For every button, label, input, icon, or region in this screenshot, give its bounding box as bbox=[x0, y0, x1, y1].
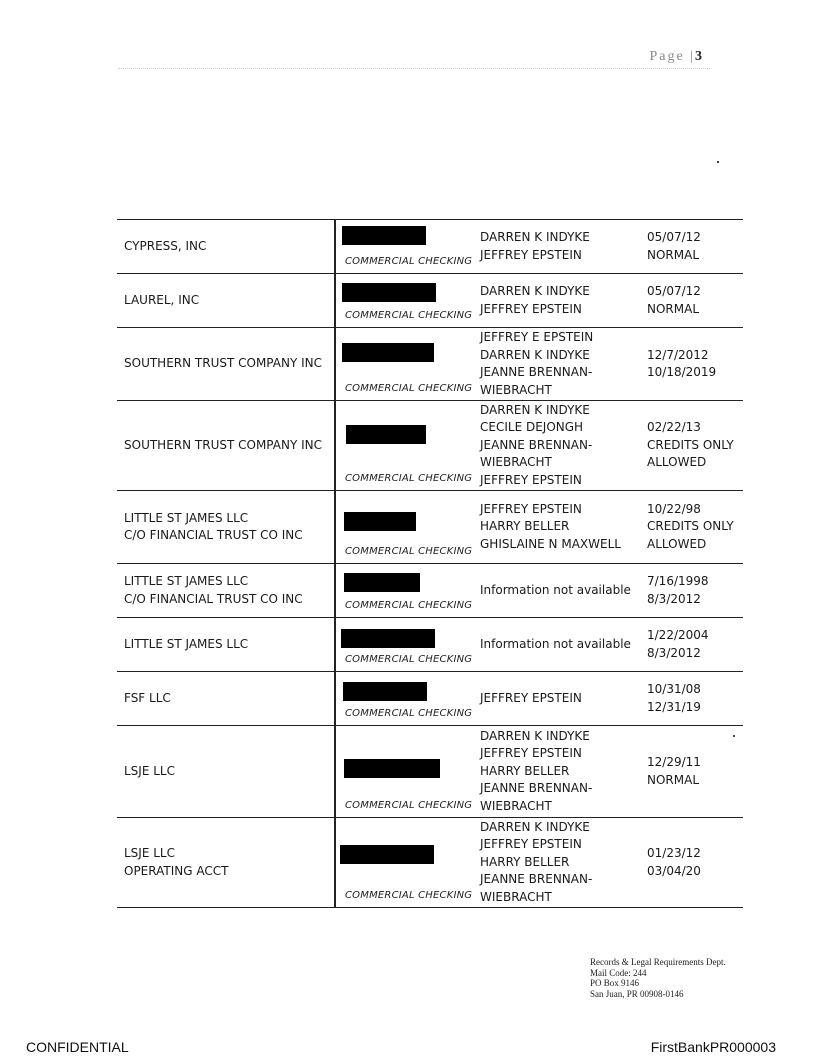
account-name: SOUTHERN TRUST COMPANY INC bbox=[124, 356, 322, 371]
status-cell bbox=[645, 726, 743, 818]
signer-name: DARREN K INDYKE bbox=[480, 728, 590, 743]
account-type: COMMERCIAL CHECKING bbox=[345, 599, 473, 611]
table-row bbox=[117, 401, 743, 491]
account-type: COMMERCIAL CHECKING bbox=[345, 309, 473, 321]
signers-cell bbox=[472, 401, 645, 491]
table-row bbox=[117, 220, 743, 274]
status-line: NORMAL bbox=[647, 301, 700, 316]
account-number-cell bbox=[335, 726, 472, 818]
account-name: C/O FINANCIAL TRUST CO INC bbox=[124, 591, 303, 606]
account-name-cell bbox=[117, 401, 335, 491]
signer-name: WIEBRACHT bbox=[480, 455, 552, 470]
account-type: COMMERCIAL CHECKING bbox=[345, 545, 473, 557]
signer-name: WIEBRACHT bbox=[480, 889, 552, 904]
status-line: NORMAL bbox=[647, 247, 700, 262]
account-number-cell bbox=[335, 672, 472, 726]
account-name: LSJE LLC bbox=[124, 763, 175, 778]
account-name-cell bbox=[117, 491, 335, 564]
signer-name: HARRY BELLER bbox=[480, 519, 570, 534]
signer-name: JEANNE BRENNAN- bbox=[480, 437, 593, 452]
signers-cell bbox=[472, 726, 645, 818]
status-line: 10/31/08 bbox=[647, 682, 701, 696]
confidential-label: CONFIDENTIAL bbox=[26, 1039, 129, 1055]
address-city: San Juan, PR 00908-0146 bbox=[590, 988, 684, 999]
address-block bbox=[590, 957, 726, 999]
status-line: 02/22/13 bbox=[647, 420, 701, 435]
account-number-cell bbox=[335, 491, 472, 564]
signer-name: DARREN K INDYKE bbox=[480, 819, 590, 834]
status-line: 10/22/98 bbox=[647, 501, 701, 516]
signer-name: JEANNE BRENNAN- bbox=[480, 365, 593, 379]
account-number-cell bbox=[335, 618, 472, 672]
status-line: 05/07/12 bbox=[647, 230, 701, 244]
signers-cell bbox=[472, 491, 645, 564]
status-line: 12/31/19 bbox=[647, 699, 701, 714]
status-cell bbox=[645, 564, 743, 618]
account-name: CYPRESS, INC bbox=[124, 238, 207, 253]
redacted-account-number bbox=[342, 343, 434, 362]
account-name: LITTLE ST JAMES LLC bbox=[124, 636, 249, 651]
address-po-box: PO Box 9146 bbox=[590, 978, 640, 988]
account-name: LSJE LLC bbox=[124, 846, 175, 860]
signer-name: DARREN K INDYKE bbox=[480, 402, 590, 417]
accounts-table-body bbox=[117, 220, 743, 908]
signers-cell bbox=[472, 274, 645, 328]
signers-cell bbox=[472, 328, 645, 401]
account-name-cell bbox=[117, 328, 335, 401]
status-line: NORMAL bbox=[647, 772, 700, 787]
signer-name: JEFFREY EPSTEIN bbox=[480, 837, 582, 852]
status-line: CREDITS ONLY bbox=[647, 519, 734, 534]
table-row bbox=[117, 564, 743, 618]
redacted-account-number bbox=[340, 845, 434, 864]
status-cell bbox=[645, 618, 743, 672]
page-header bbox=[118, 48, 710, 69]
table-row bbox=[117, 818, 743, 908]
signer-name: WIEBRACHT bbox=[480, 798, 552, 813]
status-line: 8/3/2012 bbox=[647, 591, 701, 606]
signer-name: JEFFREY EPSTEIN bbox=[480, 690, 582, 705]
account-type: COMMERCIAL CHECKING bbox=[345, 382, 473, 394]
table-row bbox=[117, 672, 743, 726]
page-label: Page | bbox=[649, 49, 695, 64]
account-name: C/O FINANCIAL TRUST CO INC bbox=[124, 528, 303, 542]
account-name-cell bbox=[117, 274, 335, 328]
signer-name: HARRY BELLER bbox=[480, 763, 570, 778]
redacted-account-number bbox=[342, 226, 426, 245]
signer-name: DARREN K INDYKE bbox=[480, 284, 590, 298]
status-line: 01/23/12 bbox=[647, 846, 701, 860]
signers-cell bbox=[472, 618, 645, 672]
account-name-cell bbox=[117, 220, 335, 274]
signer-name: DARREN K INDYKE bbox=[480, 230, 590, 244]
signer-name: JEFFREY E EPSTEIN bbox=[480, 330, 594, 344]
status-line: 10/18/2019 bbox=[647, 365, 717, 379]
redacted-account-number bbox=[344, 512, 416, 531]
status-line: 7/16/1998 bbox=[647, 574, 709, 588]
account-name-cell bbox=[117, 818, 335, 908]
account-number-cell bbox=[335, 220, 472, 274]
status-line: 03/04/20 bbox=[647, 863, 701, 878]
account-number-cell bbox=[335, 401, 472, 491]
signers-cell bbox=[472, 818, 645, 908]
account-name: LITTLE ST JAMES LLC bbox=[124, 510, 249, 525]
account-name-cell bbox=[117, 726, 335, 818]
table-row bbox=[117, 328, 743, 401]
signer-name: JEFFREY EPSTEIN bbox=[480, 472, 582, 487]
redacted-account-number bbox=[346, 425, 426, 444]
account-name: LAUREL, INC bbox=[124, 292, 200, 307]
status-line: 8/3/2012 bbox=[647, 645, 701, 660]
signer-name: Information not available bbox=[480, 582, 631, 597]
signer-name: JEFFREY EPSTEIN bbox=[480, 247, 582, 262]
account-number-cell bbox=[335, 274, 472, 328]
account-type: COMMERCIAL CHECKING bbox=[345, 799, 473, 811]
account-type: COMMERCIAL CHECKING bbox=[345, 472, 473, 484]
table-row bbox=[117, 274, 743, 328]
signers-cell bbox=[472, 672, 645, 726]
account-name: LITTLE ST JAMES LLC bbox=[124, 574, 249, 588]
redacted-account-number bbox=[341, 629, 435, 648]
table-row bbox=[117, 618, 743, 672]
account-number-cell bbox=[335, 818, 472, 908]
signer-name: Information not available bbox=[480, 636, 631, 651]
signer-name: JEFFREY EPSTEIN bbox=[480, 501, 582, 516]
redacted-account-number bbox=[343, 682, 427, 701]
status-line: CREDITS ONLY bbox=[647, 437, 734, 452]
signer-name: HARRY BELLER bbox=[480, 854, 570, 869]
page-number-value: 3 bbox=[695, 49, 702, 64]
signer-name: WIEBRACHT bbox=[480, 382, 552, 397]
bates-number: FirstBankPR000003 bbox=[650, 1039, 776, 1055]
status-line: 05/07/12 bbox=[647, 284, 701, 298]
account-type: COMMERCIAL CHECKING bbox=[345, 653, 473, 665]
status-cell bbox=[645, 220, 743, 274]
signer-name: JEFFREY EPSTEIN bbox=[480, 301, 582, 316]
signers-cell bbox=[472, 564, 645, 618]
status-cell bbox=[645, 818, 743, 908]
status-cell bbox=[645, 401, 743, 491]
table-row bbox=[117, 726, 743, 818]
account-name: FSF LLC bbox=[124, 690, 171, 705]
status-line: ALLOWED bbox=[647, 536, 707, 551]
stray-mark bbox=[717, 161, 719, 163]
account-type: COMMERCIAL CHECKING bbox=[345, 889, 473, 901]
account-name-cell bbox=[117, 618, 335, 672]
status-line: ALLOWED bbox=[647, 455, 707, 470]
account-number-cell bbox=[335, 564, 472, 618]
account-type: COMMERCIAL CHECKING bbox=[345, 707, 473, 719]
signer-name: JEANNE BRENNAN- bbox=[480, 781, 593, 796]
signer-name: JEFFREY EPSTEIN bbox=[480, 746, 582, 761]
signer-name: CECILE DEJONGH bbox=[480, 420, 584, 435]
account-type: COMMERCIAL CHECKING bbox=[345, 255, 473, 267]
signer-name: DARREN K INDYKE bbox=[480, 347, 590, 362]
address-dept: Records & Legal Requirements Dept. bbox=[590, 957, 726, 967]
account-name: OPERATING ACCT bbox=[124, 863, 229, 878]
account-number-cell bbox=[335, 328, 472, 401]
account-name-cell bbox=[117, 672, 335, 726]
account-name: SOUTHERN TRUST COMPANY INC bbox=[124, 437, 322, 452]
page-number bbox=[649, 49, 702, 65]
redacted-account-number bbox=[342, 283, 436, 302]
signer-name: JEANNE BRENNAN- bbox=[480, 872, 593, 887]
table-row bbox=[117, 491, 743, 564]
accounts-table bbox=[117, 219, 743, 908]
signers-cell bbox=[472, 220, 645, 274]
signer-name: GHISLAINE N MAXWELL bbox=[480, 536, 621, 551]
status-line: 1/22/2004 bbox=[647, 628, 709, 642]
status-cell bbox=[645, 328, 743, 401]
status-cell bbox=[645, 274, 743, 328]
status-line: 12/7/2012 bbox=[647, 347, 709, 362]
account-name-cell bbox=[117, 564, 335, 618]
status-cell bbox=[645, 491, 743, 564]
address-mail-code: Mail Code: 244 bbox=[590, 967, 647, 978]
redacted-account-number bbox=[344, 759, 440, 778]
status-cell bbox=[645, 672, 743, 726]
redacted-account-number bbox=[344, 573, 420, 592]
status-line: 12/29/11 bbox=[647, 755, 701, 769]
